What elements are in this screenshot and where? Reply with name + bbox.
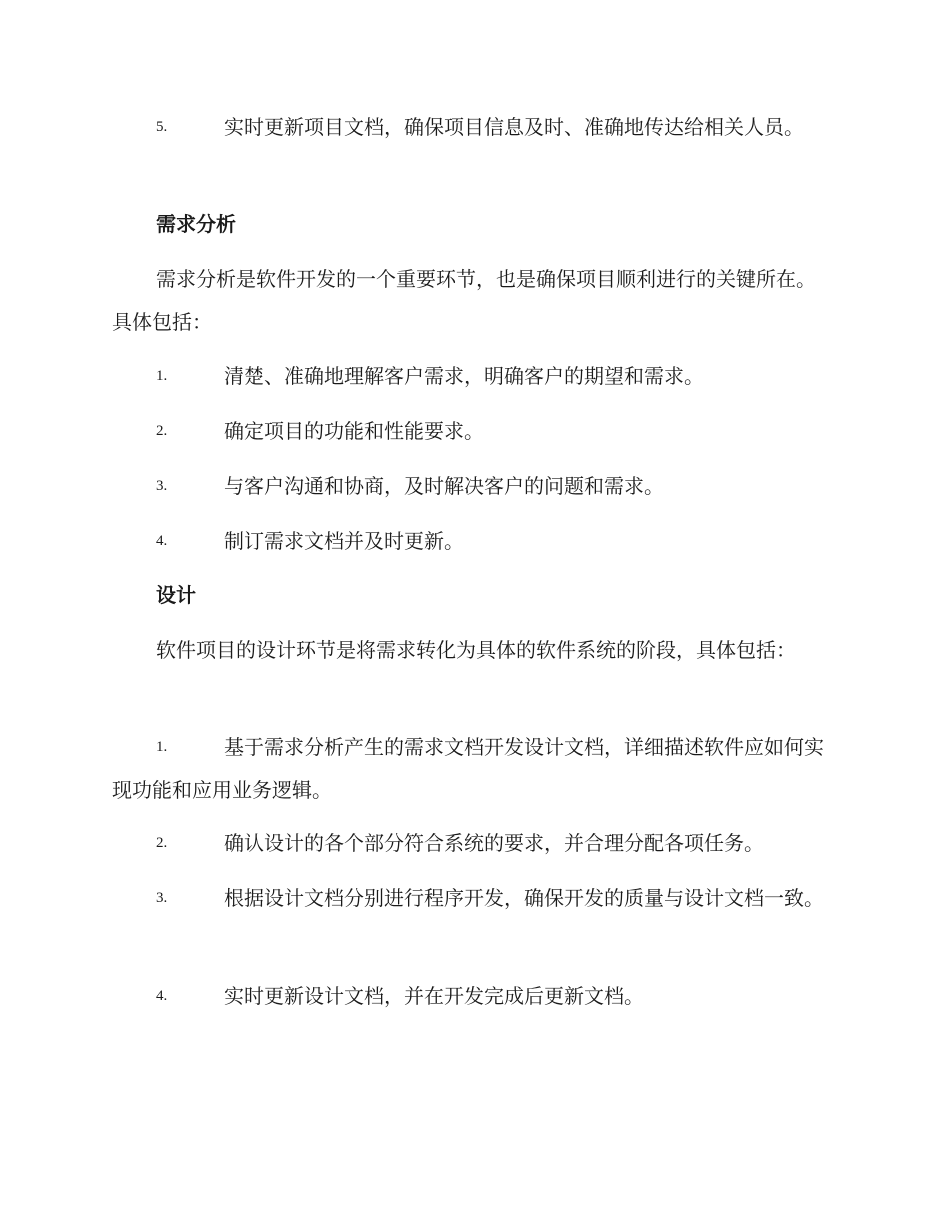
list-number: 4. (156, 533, 168, 549)
list-number: 5. (156, 119, 168, 135)
list-text: 确定项目的功能和性能要求。 (224, 419, 484, 443)
list-text: 根据设计文档分别进行程序开发，确保开发的质量与设计文档一致。 (224, 886, 824, 910)
section-heading-requirements: 需求分析 (156, 212, 236, 236)
list-number: 3. (156, 890, 168, 906)
list-number: 2. (156, 835, 168, 851)
list-item (112, 465, 834, 508)
list-item (112, 877, 834, 920)
list-text: 实时更新项目文档，确保项目信息及时、准确地传达给相关人员。 (224, 115, 804, 139)
section-intro-requirements: 需求分析是软件开发的一个重要环节，也是确保项目顺利进行的关键所在。具体包括： (112, 267, 816, 334)
list-number: 2. (156, 423, 168, 439)
list-item (112, 355, 834, 398)
list-item (112, 726, 834, 812)
list-item (112, 822, 834, 865)
list-item (112, 975, 834, 1018)
list-item (112, 106, 834, 149)
list-number: 4. (156, 988, 168, 1004)
list-item (112, 520, 834, 563)
list-item (112, 410, 834, 453)
list-number: 3. (156, 478, 168, 494)
list-number: 1. (156, 368, 168, 384)
list-text: 清楚、准确地理解客户需求，明确客户的期望和需求。 (224, 364, 704, 388)
list-text: 与客户沟通和协商，及时解决客户的问题和需求。 (224, 474, 664, 498)
list-text: 基于需求分析产生的需求文档开发设计文档，详细描述软件应如何实现功能和应用业务逻辑。 (112, 735, 824, 802)
section-intro-design: 软件项目的设计环节是将需求转化为具体的软件系统的阶段，具体包括： (156, 638, 796, 662)
list-text: 制订需求文档并及时更新。 (224, 529, 464, 553)
list-text: 确认设计的各个部分符合系统的要求，并合理分配各项任务。 (224, 831, 764, 855)
list-number: 1. (156, 739, 168, 755)
list-text: 实时更新设计文档，并在开发完成后更新文档。 (224, 984, 644, 1008)
section-heading-design: 设计 (156, 583, 196, 607)
